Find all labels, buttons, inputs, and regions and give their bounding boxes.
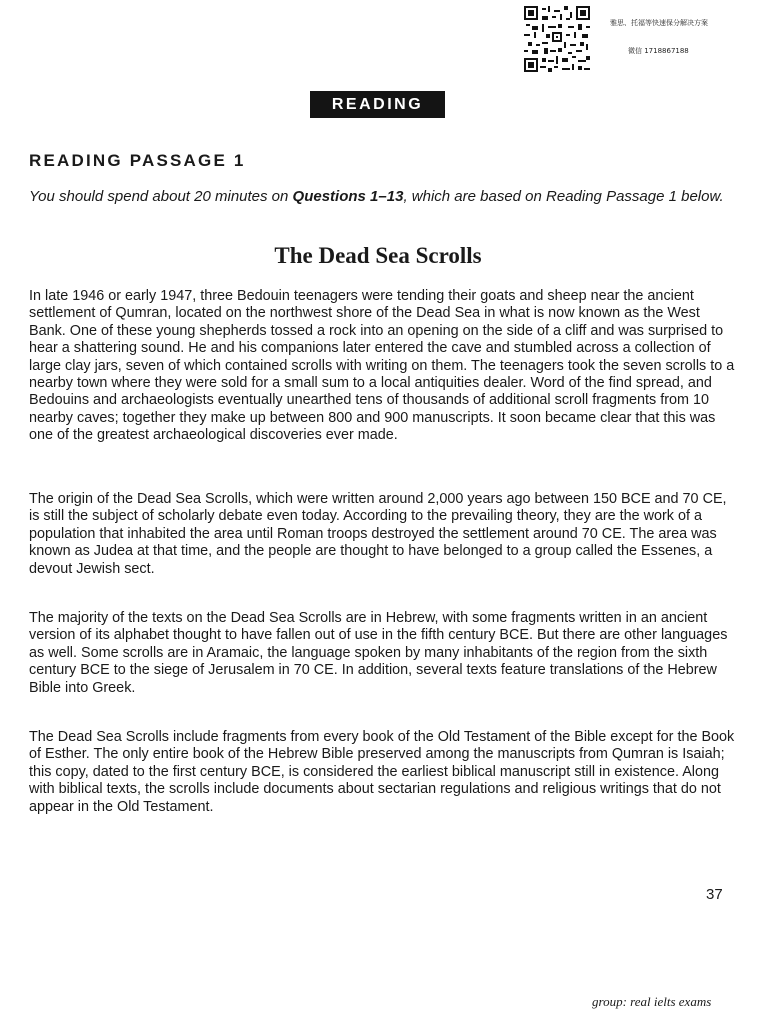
qr-code-block (524, 6, 708, 78)
article-paragraph-3: The majority of the texts on the Dead Sea Scrolls are in Hebrew, with some fragments written in an ancient version of its alphabet thought to have fallen out of use in the fifth century BCE. But there are other languages as well. Some scrolls are in Aramaic, the language spoken by many inhabitants of the region from the sixth century BCE to the siege of Jerusalem in 70 CE. In addition, several texts feature translations of the Hebrew Bible into Greek. (29, 610, 728, 696)
instructions-text-after: , which are based on Reading Passage 1 below. (403, 188, 724, 205)
qr-caption-line1: 雅思、托福等快速保分解决方案 (610, 19, 708, 27)
qr-caption-line2: 微信 1718867188 (628, 47, 689, 55)
footer-note: group: real ielts exams (592, 994, 712, 1009)
instructions (29, 188, 741, 206)
article-paragraph-1: In late 1946 or early 1947, three Bedouin teenagers were tending their goats and sheep near the ancient settlement of Qumran, located on the northwest shore of the Dead Sea in what is now known as the West Bank. One of these young shepherds tossed a rock into an opening on the side of a cliff and was surprised to hear a shattering sound. He and his companions later entered the cave and stumbled across a collection of large clay jars, seven of which contained scrolls with writing on them. The teenagers took the seven scrolls to a nearby town where they were sold for a small sum to a local antiquities dealer. Word of the find spread, and Bedouins and archaeologists eventually unearthed tens of thousands of additional scroll fragments from 10 nearby caves; together they make up between 800 and 900 manuscripts. It soon became clear that this was one of the greatest archaeological discoveries ever made. (29, 288, 735, 444)
instructions-questions-range: Questions 1–13 (292, 188, 404, 205)
qr-code-icon (524, 6, 590, 72)
article-paragraph-2: The origin of the Dead Sea Scrolls, which were written around 2,000 years ago between 150 BCE and 70 CE, is still the subject of scholarly debate even today. According to the prevailing theory, they are the work of a population that inhabited the area until Roman troops destroyed the settlement around 70 CE. The area was known as Judea at that time, and the people are thought to have belonged to a group called the Essenes, a devout Jewish sect. (29, 491, 727, 577)
instructions-text-before: You should spend about 20 minutes on (29, 188, 293, 205)
passage-heading: READING PASSAGE 1 (29, 151, 246, 170)
article-paragraph-4: The Dead Sea Scrolls include fragments from every book of the Old Testament of the Bible except for the Book of Esther. The only entire book of the Hebrew Bible preserved among the manuscripts from Qumran is Isaiah; this copy, dated to the first century BCE, is considered the earliest biblical manuscript still in existence. Along with biblical texts, the scrolls include documents about sectarian regulations and religious writings that do not appear in the Old Testament. (29, 729, 735, 815)
article-title: The Dead Sea Scrolls (274, 243, 482, 268)
page-number: 37 (706, 886, 723, 903)
section-badge: READING (310, 91, 445, 118)
